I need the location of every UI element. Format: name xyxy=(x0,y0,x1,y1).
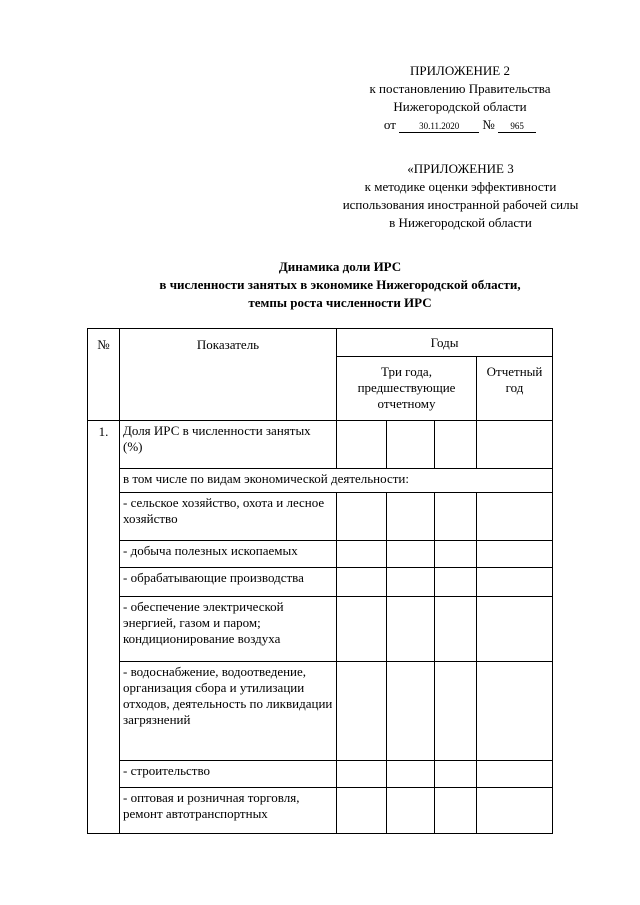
title-line-2: в численности занятых в экономике Нижегородской области, xyxy=(159,277,521,292)
table-row xyxy=(88,761,553,788)
title-line-3: темпы роста численности ИРС xyxy=(248,295,432,310)
value-cell[interactable] xyxy=(387,541,435,568)
table-header-row xyxy=(88,329,553,357)
table-row xyxy=(88,597,553,662)
header-years: Годы xyxy=(337,329,553,357)
row-label: - сельское хозяйство, охота и лесное хозяйство xyxy=(120,493,337,541)
row-number: 1. xyxy=(88,421,120,834)
value-cell[interactable] xyxy=(477,568,553,597)
value-cell[interactable] xyxy=(337,761,387,788)
row-label: - оптовая и розничная торговля, ремонт автотранспортных xyxy=(120,788,337,834)
value-cell[interactable] xyxy=(337,493,387,541)
value-cell[interactable] xyxy=(477,761,553,788)
header-three-years: Три года, предшествующие отчетному xyxy=(337,357,477,421)
title-line-1: Динамика доли ИРС xyxy=(278,259,402,274)
value-cell[interactable] xyxy=(435,788,477,834)
appendix-3-line-2: использования иностранной рабочей силы xyxy=(342,197,579,212)
value-cell[interactable] xyxy=(387,568,435,597)
value-cell[interactable] xyxy=(477,597,553,662)
value-cell[interactable] xyxy=(337,541,387,568)
table-row xyxy=(88,568,553,597)
value-cell[interactable] xyxy=(435,568,477,597)
value-cell[interactable] xyxy=(337,597,387,662)
table-row xyxy=(88,541,553,568)
row-label: - строительство xyxy=(120,761,337,788)
header-indicator: Показатель xyxy=(120,329,337,421)
appendix-2-line-2: Нижегородской области xyxy=(393,99,527,114)
date-value: 30.11.2020 xyxy=(399,120,479,133)
table-row xyxy=(88,493,553,541)
table-row xyxy=(88,421,553,469)
row-label: - обрабатывающие производства xyxy=(120,568,337,597)
row-label: - водоснабжение, водоотведение, организация сбора и утилизации отходов, деятельность по ликвидации загрязнений xyxy=(120,662,337,761)
appendix-3-line-3: в Нижегородской области xyxy=(389,215,532,230)
value-cell[interactable] xyxy=(337,662,387,761)
appendix-2-date-line xyxy=(345,116,575,134)
value-cell[interactable] xyxy=(337,421,387,469)
header-report-year: Отчетный год xyxy=(477,357,553,421)
section-label: в том числе по видам экономической деятельности: xyxy=(120,469,553,493)
value-cell[interactable] xyxy=(387,493,435,541)
value-cell[interactable] xyxy=(387,597,435,662)
value-cell[interactable] xyxy=(435,761,477,788)
value-cell[interactable] xyxy=(477,662,553,761)
value-cell[interactable] xyxy=(435,662,477,761)
value-cell[interactable] xyxy=(435,597,477,662)
appendix-2-line-1: к постановлению Правительства xyxy=(369,81,551,96)
row-label: - обеспечение электрической энергией, газом и паром; кондиционирование воздуха xyxy=(120,597,337,662)
appendix-3-title: «ПРИЛОЖЕНИЕ 3 xyxy=(407,161,514,176)
value-cell[interactable] xyxy=(337,788,387,834)
value-cell[interactable] xyxy=(477,421,553,469)
value-cell[interactable] xyxy=(477,493,553,541)
value-cell[interactable] xyxy=(477,541,553,568)
appendix-2-header xyxy=(345,62,575,134)
table-row xyxy=(88,788,553,834)
table-row xyxy=(88,662,553,761)
row-label: - добыча полезных ископаемых xyxy=(120,541,337,568)
appendix-3-header xyxy=(318,160,603,232)
header-number: № xyxy=(88,329,120,421)
date-prefix: от xyxy=(383,117,396,132)
number-sign: № xyxy=(482,117,495,132)
document-title xyxy=(80,258,600,312)
value-cell[interactable] xyxy=(387,788,435,834)
row-label: Доля ИРС в численности занятых (%) xyxy=(120,421,337,469)
indicators-table xyxy=(87,328,553,834)
value-cell[interactable] xyxy=(477,788,553,834)
value-cell[interactable] xyxy=(435,541,477,568)
appendix-3-line-1: к методике оценки эффективности xyxy=(364,179,557,194)
value-cell[interactable] xyxy=(435,493,477,541)
value-cell[interactable] xyxy=(387,761,435,788)
value-cell[interactable] xyxy=(387,421,435,469)
value-cell[interactable] xyxy=(337,568,387,597)
value-cell[interactable] xyxy=(435,421,477,469)
appendix-2-title: ПРИЛОЖЕНИЕ 2 xyxy=(410,63,510,78)
table-section-row xyxy=(88,469,553,493)
value-cell[interactable] xyxy=(387,662,435,761)
document-number: 965 xyxy=(498,120,536,133)
